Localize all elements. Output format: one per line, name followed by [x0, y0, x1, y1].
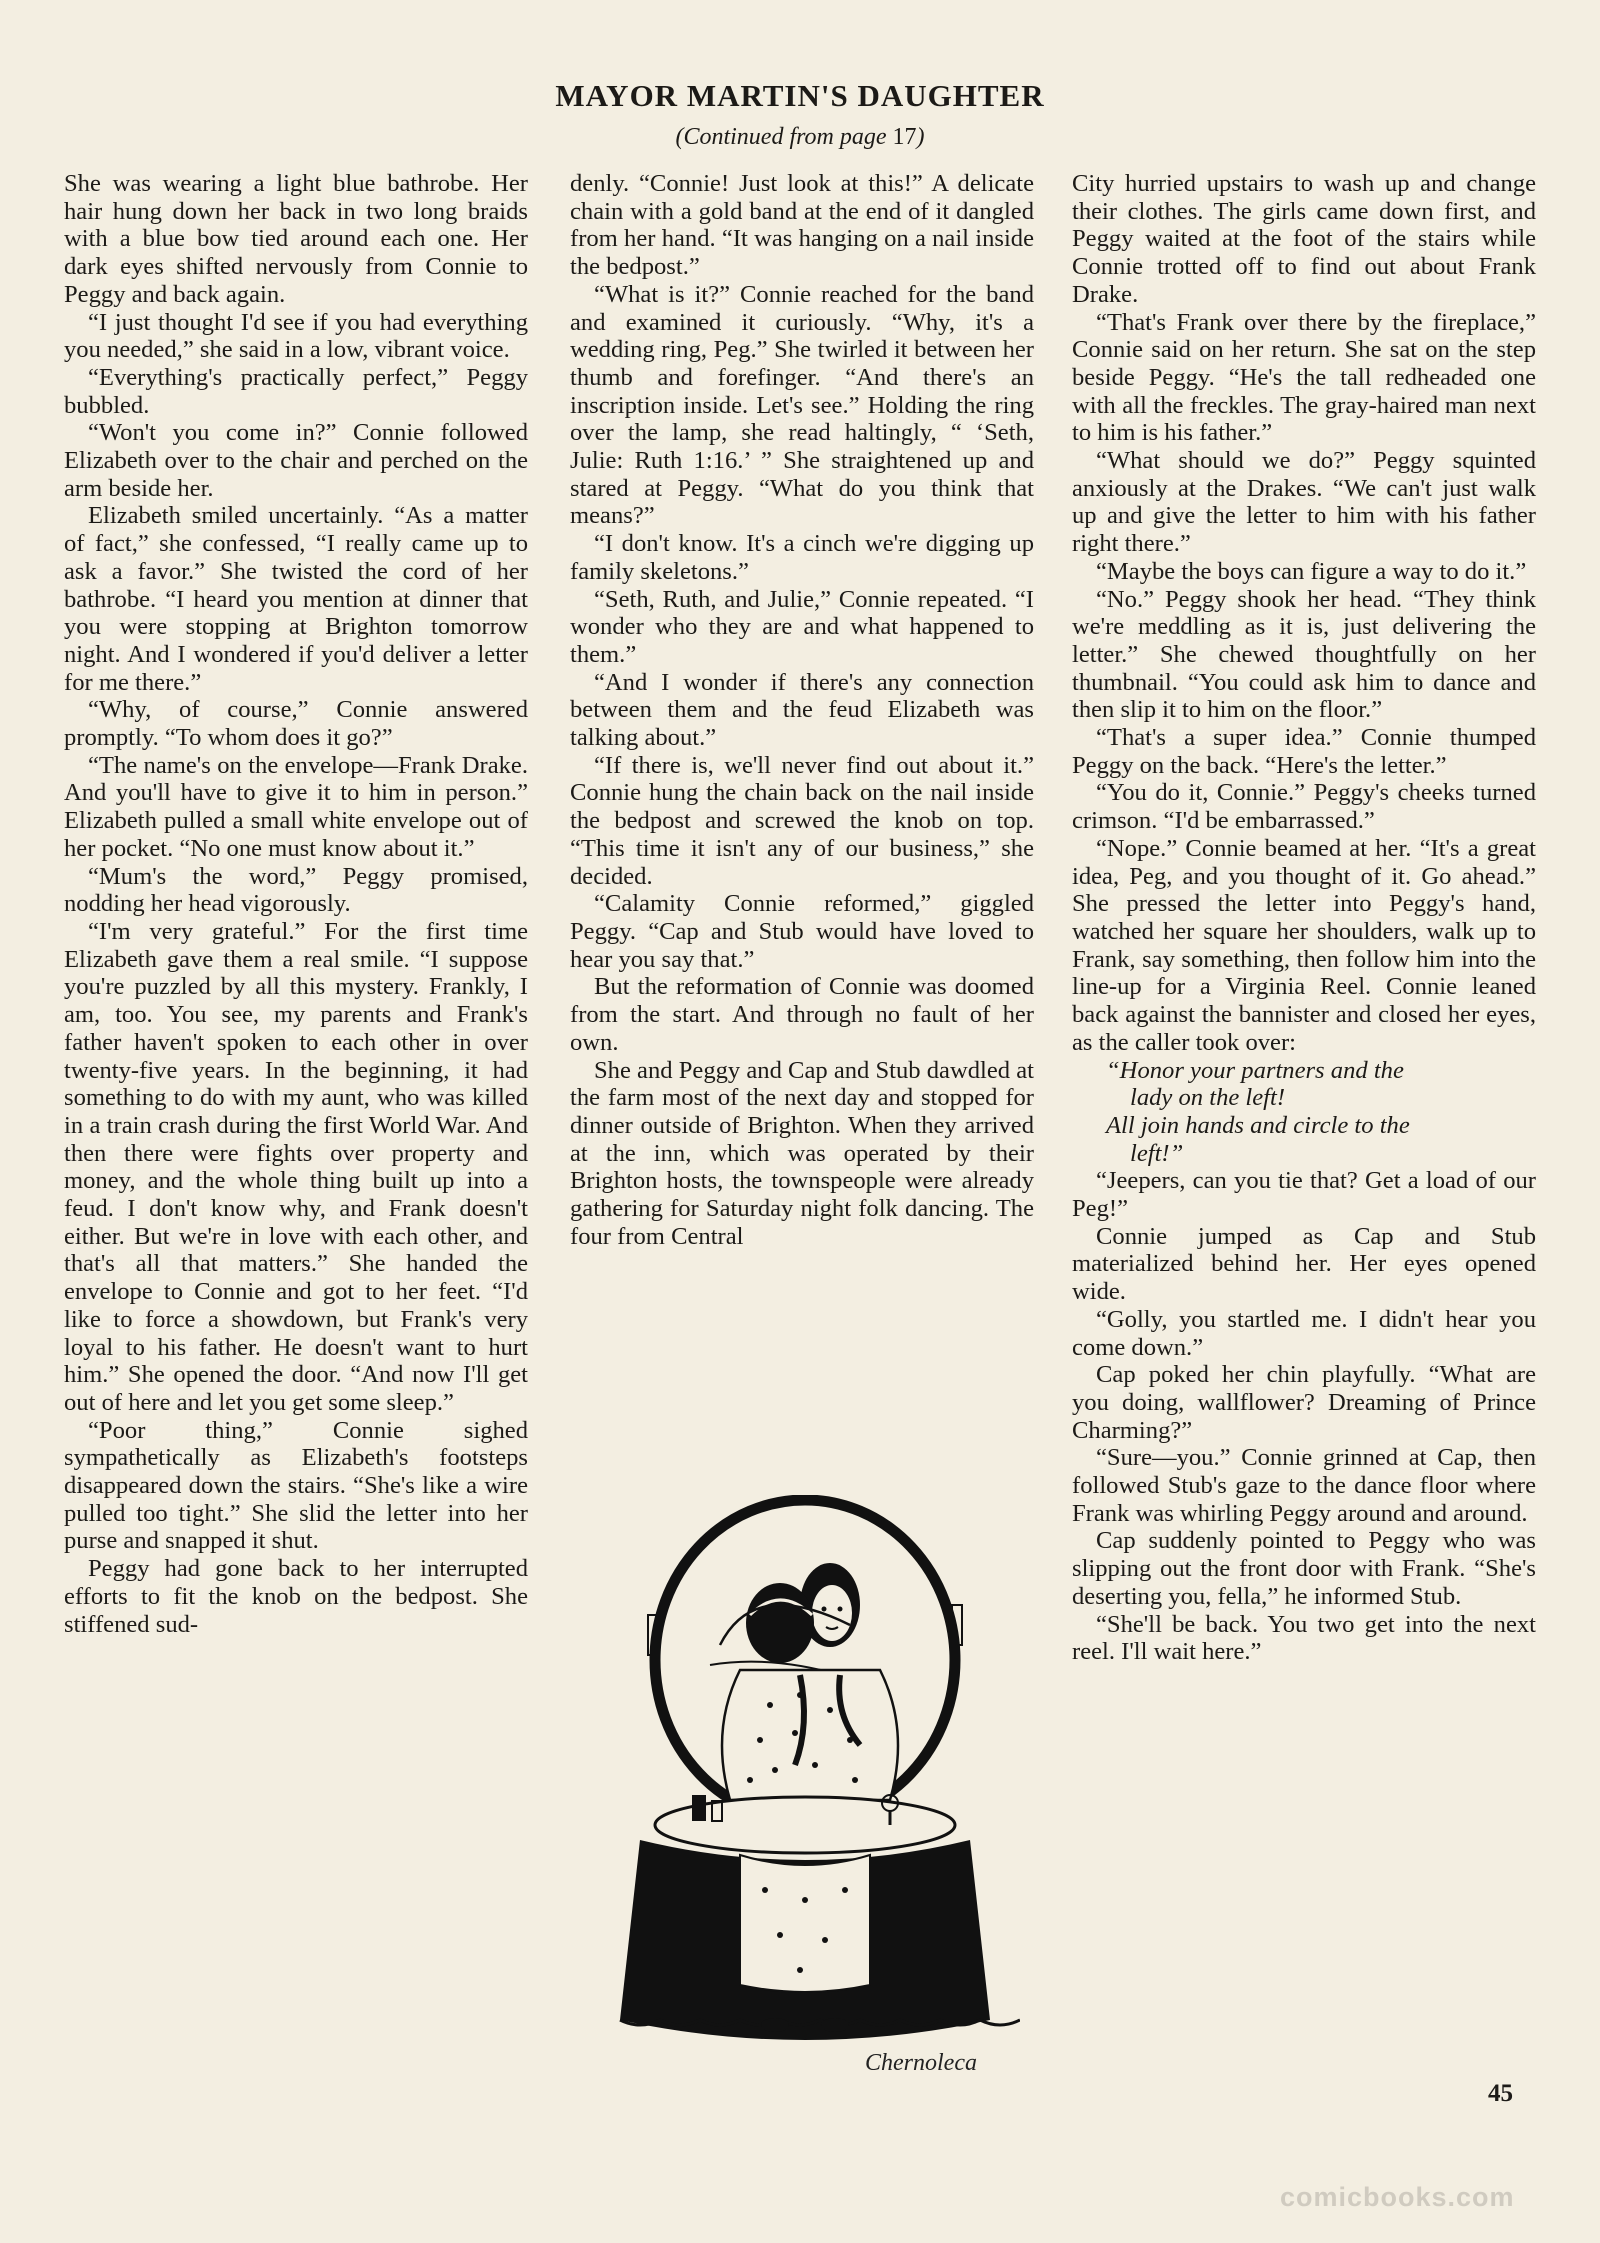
paragraph: “She'll be back. You two get into the next reel. I'll wait here.”	[1072, 1610, 1536, 1666]
paragraph: Connie jumped as Cap and Stub materialized behind her. Her eyes opened wide.	[1072, 1222, 1536, 1306]
text-column-3	[1072, 170, 1536, 1666]
page-title: MAYOR MARTIN'S DAUGHTER	[555, 78, 1045, 113]
paragraph: “What is it?” Connie reached for the band and examined it curiously. “Why, it's a wedding ring, Peg.” She twirled it between her thumb and forefinger. “And there's an inscription inside. Let's see.” Holding the ring over the lamp, she read haltingly, “ ‘Seth, Julie: Ruth 1:16.’ ” She straightened up and stared at Peggy. “What do you think that means?”	[570, 280, 1034, 530]
paragraph: “What should we do?” Peggy squinted anxiously at the Drakes. “We can't just walk up and give the letter to him with his father right there.”	[1072, 447, 1536, 558]
paragraph: “Why, of course,” Connie answered promptly. “To whom does it go?”	[64, 696, 528, 752]
continued-page-number: 17	[892, 124, 917, 150]
paragraph: “Nope.” Connie beamed at her. “It's a great idea, Peg, and you thought of it. Go ahead.” She pressed the letter into Peggy's hand, watched her square her shoulders, walk up to Frank, say something, then follow him into the line-up for a Virginia Reel. Connie leaned back against the bannister and closed her eyes, as the caller took over:	[1072, 834, 1536, 1056]
paragraph: “Seth, Ruth, and Julie,” Connie repeated. “I wonder who they are and what happened to them.”	[570, 585, 1034, 668]
paragraph: “Calamity Connie reformed,” giggled Peggy. “Cap and Stub would have loved to hear you say that.”	[570, 890, 1034, 973]
text-column-2	[570, 170, 1034, 1250]
paragraph: “Mum's the word,” Peggy promised, nodding her head vigorously.	[64, 862, 528, 918]
page-number: 45	[1488, 2080, 1513, 2107]
illustration-girl-at-vanity	[600, 1495, 1020, 2085]
paragraph: “Honor your partners and the	[1106, 1056, 1404, 1084]
paragraph: “Won't you come in?” Connie followed Elizabeth over to the chair and perched on the arm beside her.	[64, 419, 528, 502]
paragraph: Cap suddenly pointed to Peggy who was slipping out the front door with Frank. “She's deserting you, fella,” he informed Stub.	[1072, 1527, 1536, 1610]
paragraph: “And I wonder if there's any connection between them and the feud Elizabeth was talking about.”	[570, 668, 1034, 752]
paragraph: “Golly, you startled me. I didn't hear you come down.”	[1072, 1305, 1536, 1361]
paragraph: “I just thought I'd see if you had everything you needed,” she said in a low, vibrant voice.	[64, 308, 528, 364]
paragraph: “Maybe the boys can figure a way to do it.”	[1096, 557, 1527, 585]
paragraph: She and Peggy and Cap and Stub dawdled at the farm most of the next day and stopped for dinner outside of Brighton. When they arrived at the inn, which was operated by their Brighton hosts, the townspeople were already gathering for Saturday night folk dancing. The four from Central	[570, 1056, 1034, 1250]
paragraph: “That's a super idea.” Connie thumped Peggy on the back. “Here's the letter.”	[1072, 724, 1536, 779]
watermark: comicbooks.com	[1280, 2182, 1515, 2212]
paragraph: Peggy had gone back to her interrupted efforts to fit the knob on the bedpost. She stiffened sud-	[64, 1555, 528, 1638]
paragraph: City hurried upstairs to wash up and change their clothes. The girls came down first, and Peggy waited at the foot of the stairs while Connie trotted off to find out about Frank Drake.	[1072, 170, 1536, 308]
paragraph: “If there is, we'll never find out about it.” Connie hung the chain back on the nail inside the bedpost and screwed the knob on top. “This time it isn't any of our business,” she decided.	[570, 751, 1034, 890]
paragraph: Elizabeth smiled uncertainly. “As a matter of fact,” she confessed, “I really came up to ask a favor.” She twisted the cord of her bathrobe. “I heard you mention at dinner that you were stopping at Brighton tomorrow night. And I wondered if you'd deliver a letter for me there.”	[64, 502, 528, 696]
paragraph: “No.” Peggy shook her head. “They think we're meddling as it is, just delivering the letter.” She chewed thoughtfully on her thumbnail. “You could ask him to dance and then slip it to him on the floor.”	[1072, 585, 1536, 724]
paragraph: “Sure—you.” Connie grinned at Cap, then followed Stub's gaze to the dance floor where Frank was whirling Peggy around and around.	[1072, 1444, 1536, 1527]
paragraph: denly. “Connie! Just look at this!” A delicate chain with a gold band at the end of it dangled from her hand. “It was hanging on a nail inside the bedpost.”	[570, 170, 1034, 281]
text-column-1	[64, 170, 528, 1638]
paragraph: She was wearing a light blue bathrobe. Her hair hung down her back in two long braids with a blue bow tied around each one. Her dark eyes shifted nervously from Connie to Peggy and back again.	[64, 170, 528, 308]
paragraph: All join hands and circle to the	[1106, 1111, 1410, 1139]
paragraph: But the reformation of Connie was doomed from the start. And through no fault of her own.	[570, 973, 1034, 1056]
paragraph: “Poor thing,” Connie sighed sympathetically as Elizabeth's footsteps disappeared down the stairs. “She's like a wire pulled too tight.” She slid the letter into her purse and snapped it shut.	[64, 1416, 528, 1555]
continued-note: (Continued from page 17)	[675, 124, 925, 150]
artist-signature: Chernoleca	[865, 2050, 977, 2076]
paragraph: “Everything's practically perfect,” Peggy bubbled.	[64, 363, 528, 419]
paragraph: left!”	[1130, 1139, 1184, 1167]
paragraph: “You do it, Connie.” Peggy's cheeks turned crimson. “I'd be embarrassed.”	[1072, 779, 1536, 835]
paragraph: “Jeepers, can you tie that? Get a load of our Peg!”	[1072, 1167, 1536, 1223]
paragraph: “I don't know. It's a cinch we're digging up family skeletons.”	[570, 530, 1034, 585]
paragraph: “I'm very grateful.” For the first time Elizabeth gave them a real smile. “I suppose you're puzzled by all this mystery. Frankly, I am, too. You see, my parents and Frank's father haven't spoken to each other in over twenty-five years. In the beginning, it had something to do with my aunt, who was killed in a train crash during the first World War. And then there were fights over property and money, and the whole thing built up into a feud. I don't know why, and Frank doesn't either. But we're in love with each other, and that's all that matters.” She handed the envelope to Connie and got to her feet. “I'd like to force a showdown, but Frank's very loyal to his father. He doesn't want to hurt him.” She opened the door. “And now I'll get out of here and let you get some sleep.”	[64, 917, 528, 1416]
paragraph: “That's Frank over there by the fireplace,” Connie said on her return. She sat on the step beside Peggy. “He's the tall redheaded one with all the freckles. The gray-haired man next to him is his father.”	[1072, 308, 1536, 447]
paragraph: “The name's on the envelope—Frank Drake. And you'll have to give it to him in person.” Elizabeth pulled a small white envelope out of her pocket. “No one must know about it.”	[64, 751, 528, 862]
paragraph: Cap poked her chin playfully. “What are you doing, wallflower? Dreaming of Prince Charming?”	[1072, 1361, 1536, 1444]
paragraph: lady on the left!	[1130, 1084, 1286, 1112]
